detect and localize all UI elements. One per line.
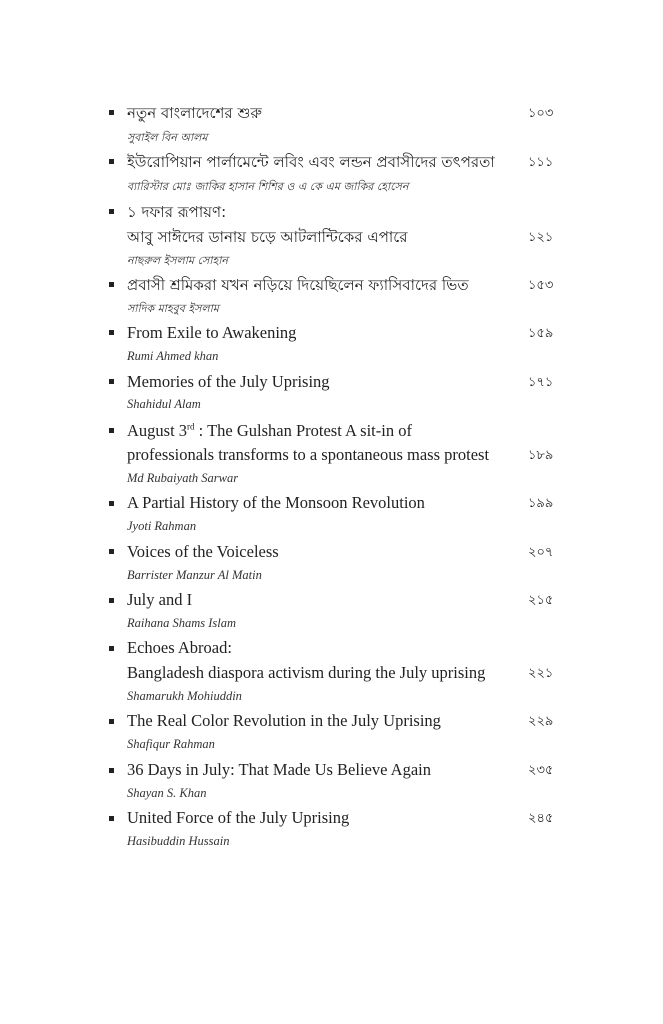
page-number: ১১১ (528, 155, 554, 170)
page-number: ১৮৯ (528, 448, 554, 463)
entry-author: Shahidul Alam (127, 397, 201, 411)
entry-author: Hasibuddin Hussain (127, 834, 230, 848)
page-number: ১৫৩ (528, 278, 554, 293)
entry-title[interactable]: Memories of the July Uprising (127, 372, 330, 391)
bullet-icon (109, 159, 114, 164)
entry-author: ব্যারিস্টার মোঃ জাকির হাসান শিশির ও এ কে এম জাকির হোসেন (127, 180, 409, 193)
entry-author: Shafiqur Rahman (127, 737, 215, 751)
entry-title-line2[interactable]: আবু সাঈদের ডানায় চড়ে আটলান্টিকের এপারে (127, 228, 408, 246)
bullet-icon (109, 549, 114, 554)
entry-title-line1[interactable]: Echoes Abroad: (127, 638, 232, 657)
entry-author: সুবাইল বিন আলম (127, 131, 208, 144)
page-number: ২০৭ (528, 545, 554, 560)
bullet-icon (109, 209, 114, 214)
page-number: ১২১ (528, 230, 554, 245)
page-number: ২২১ (528, 666, 554, 681)
page-number: ২৩৫ (528, 763, 554, 778)
entry-author: নাছরুল ইসলাম সোহান (127, 254, 228, 267)
bullet-icon (109, 428, 114, 433)
bullet-icon (109, 598, 114, 603)
page-number: ২৪৫ (528, 811, 554, 826)
entry-title[interactable]: July and I (127, 590, 193, 609)
entry-title[interactable]: প্রবাসী শ্রমিকরা যখন নড়িয়ে দিয়েছিলেন ফ্যাসিবাদের ভিত (127, 276, 469, 294)
title-text: August 3 (127, 421, 188, 440)
bullet-icon (109, 768, 114, 773)
entry-title-line1[interactable]: ১ দফার রূপায়ণ: (127, 203, 227, 221)
entry-title[interactable]: Voices of the Voiceless (127, 542, 279, 561)
title-superscript: rd (187, 421, 195, 432)
entry-author: Shayan S. Khan (127, 786, 207, 800)
page-number: ২১৫ (528, 593, 554, 608)
bullet-icon (109, 646, 114, 651)
page-number: ২২৯ (528, 714, 554, 729)
bullet-icon (109, 379, 114, 384)
entry-author: Raihana Shams Islam (127, 616, 237, 630)
bullet-icon (109, 282, 114, 287)
entry-author: সাদিক মাহবুব ইসলাম (127, 302, 219, 315)
entry-title[interactable]: 36 Days in July: That Made Us Believe Again (127, 760, 431, 779)
entry-title[interactable]: From Exile to Awakening (127, 323, 297, 342)
entry-author: Rumi Ahmed khan (127, 349, 219, 363)
entry-author: Jyoti Rahman (127, 519, 197, 533)
page-number: ১৯৯ (528, 496, 554, 511)
page-number: ১৭১ (528, 375, 554, 390)
page-number: ১৫৯ (528, 326, 554, 341)
entry-title[interactable]: United Force of the July Uprising (127, 808, 350, 827)
entry-title[interactable]: The Real Color Revolution in the July Uprising (127, 711, 441, 730)
entry-title-line2[interactable]: Bangladesh diaspora activism during the July uprising (127, 663, 486, 682)
title-text: : The Gulshan Protest A sit-in of (194, 421, 412, 440)
entry-title[interactable]: নতুন বাংলাদেশের শুরু (127, 104, 262, 122)
bullet-icon (109, 110, 114, 115)
bullet-icon (109, 816, 114, 821)
entry-title-line1[interactable] (127, 421, 412, 441)
entry-author: Md Rubaiyath Sarwar (127, 471, 239, 485)
bullet-icon (109, 501, 114, 506)
bullet-icon (109, 719, 114, 724)
bullet-icon (109, 330, 114, 335)
entry-title-line2[interactable]: professionals transforms to a spontaneous mass protest (127, 445, 490, 464)
page-number: ১০৩ (528, 106, 554, 121)
entry-author: Barrister Manzur Al Matin (127, 568, 262, 582)
entry-author: Shamarukh Mohiuddin (127, 689, 242, 703)
entry-title[interactable]: ইউরোপিয়ান পার্লামেন্টে লবিং এবং লন্ডন প্রবাসীদের তৎপরতা (127, 153, 495, 171)
entry-title[interactable]: A Partial History of the Monsoon Revolution (127, 493, 425, 512)
